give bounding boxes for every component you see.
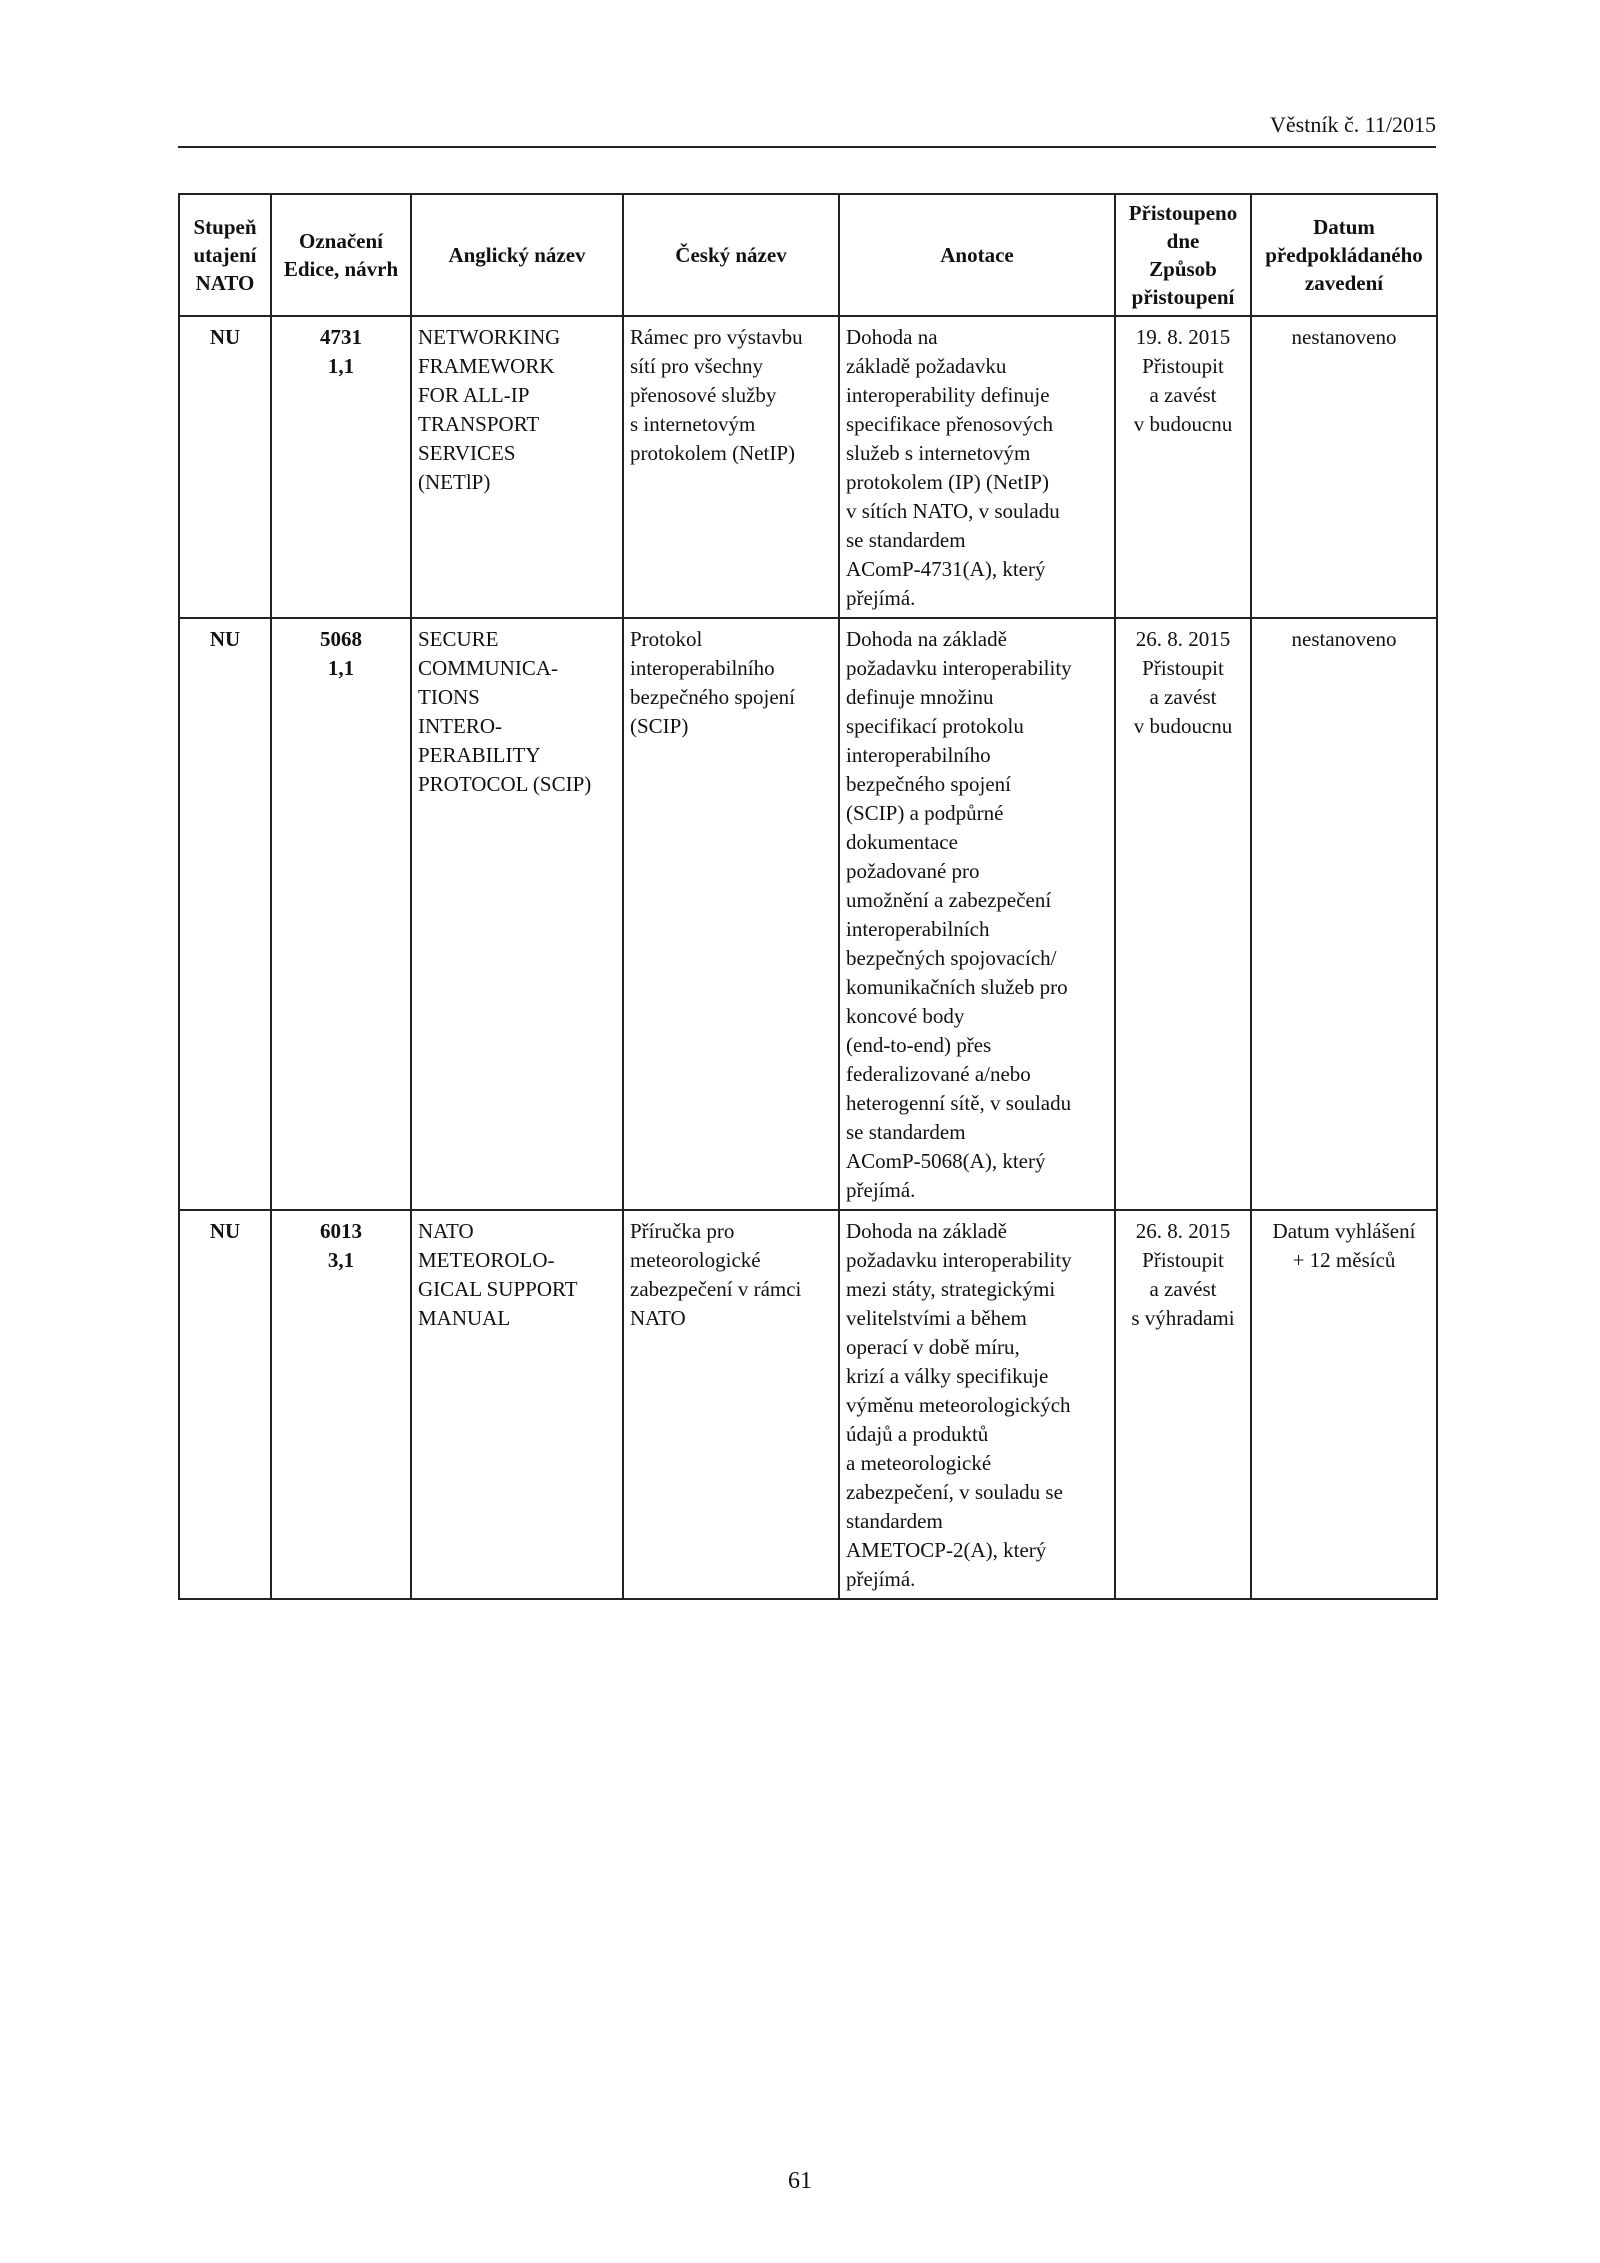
table-header-row bbox=[179, 194, 1437, 316]
cell-accession-line: a zavést bbox=[1149, 685, 1217, 709]
cell-czech-name bbox=[623, 316, 839, 618]
cell-annotation-line: specifikací protokolu bbox=[846, 714, 1024, 738]
cell-annotation-line: federalizované a/nebo bbox=[846, 1062, 1031, 1086]
cell-accession-line: v budoucnu bbox=[1133, 412, 1233, 436]
cell-czech-name-line: sítí pro všechny bbox=[630, 354, 763, 378]
cell-czech-name-line: protokolem (NetIP) bbox=[630, 441, 796, 465]
cell-annotation-line: AMETOCP-2(A), který bbox=[846, 1538, 1047, 1562]
cell-designation-line: 1,1 bbox=[327, 656, 355, 680]
cell-english-name bbox=[411, 316, 623, 618]
cell-english-name-line: COMMUNICA- bbox=[418, 656, 559, 680]
cell-czech-name bbox=[623, 618, 839, 1210]
cell-annotation-line: požadované pro bbox=[846, 859, 980, 883]
cell-implementation-date bbox=[1251, 618, 1437, 1210]
cell-english-name-line: TIONS bbox=[418, 685, 480, 709]
cell-annotation-line: se standardem bbox=[846, 1120, 966, 1144]
cell-annotation-line: interoperability definuje bbox=[846, 383, 1050, 407]
cell-czech-name-line: zabezpečení v rámci bbox=[630, 1277, 802, 1301]
cell-annotation-line: přejímá. bbox=[846, 586, 916, 610]
page-number: 61 bbox=[788, 2168, 812, 2194]
cell-accession-line: Přistoupit bbox=[1142, 1248, 1224, 1272]
cell-designation bbox=[271, 316, 411, 618]
cell-czech-name-line: Protokol bbox=[630, 627, 703, 651]
cell-annotation-line: se standardem bbox=[846, 528, 966, 552]
cell-designation-line: 6013 bbox=[320, 1219, 362, 1243]
cell-accession-line: Přistoupit bbox=[1142, 656, 1224, 680]
cell-czech-name-line: s internetovým bbox=[630, 412, 756, 436]
cell-annotation-line: standardem bbox=[846, 1509, 943, 1533]
cell-designation bbox=[271, 1210, 411, 1599]
cell-annotation-line: v sítích NATO, v souladu bbox=[846, 499, 1060, 523]
cell-accession-line: a zavést bbox=[1149, 1277, 1217, 1301]
cell-accession-line: s výhradami bbox=[1131, 1306, 1235, 1330]
cell-designation-line: 4731 bbox=[320, 325, 362, 349]
cell-classification-line: NU bbox=[209, 627, 241, 651]
cell-english-name-line: (NETlP) bbox=[418, 470, 491, 494]
cell-annotation-line: bezpečného spojení bbox=[846, 772, 1012, 796]
cell-czech-name-line: bezpečného spojení bbox=[630, 685, 796, 709]
cell-annotation-line: Dohoda na základě bbox=[846, 1219, 1007, 1243]
journal-title: Věstník č. 11/2015 bbox=[1270, 112, 1436, 137]
cell-english-name-line: PROTOCOL (SCIP) bbox=[418, 772, 592, 796]
cell-accession bbox=[1115, 1210, 1251, 1599]
cell-annotation-line: služeb s internetovým bbox=[846, 441, 1031, 465]
cell-annotation-line: Dohoda na základě bbox=[846, 627, 1007, 651]
column-header-accession: Přistoupeno dne Způsob přistoupení bbox=[1115, 194, 1251, 316]
cell-annotation-line: komunikačních služeb pro bbox=[846, 975, 1068, 999]
cell-annotation-line: heterogenní sítě, v souladu bbox=[846, 1091, 1072, 1115]
table-row bbox=[179, 618, 1437, 1210]
cell-annotation bbox=[839, 618, 1115, 1210]
cell-accession bbox=[1115, 316, 1251, 618]
cell-annotation-line: základě požadavku bbox=[846, 354, 1007, 378]
table-row bbox=[179, 316, 1437, 618]
cell-annotation-line: údajů a produktů bbox=[846, 1422, 989, 1446]
cell-english-name-line: INTERO- bbox=[418, 714, 502, 738]
table-row bbox=[179, 1210, 1437, 1599]
cell-annotation-line: požadavku interoperability bbox=[846, 656, 1072, 680]
cell-implementation-date-line: nestanoveno bbox=[1291, 325, 1397, 349]
cell-implementation-date-line: Datum vyhlášení bbox=[1272, 1219, 1416, 1243]
cell-annotation-line: dokumentace bbox=[846, 830, 958, 854]
column-header-annotation: Anotace bbox=[839, 194, 1115, 316]
cell-annotation-line: bezpečných spojovacích/ bbox=[846, 946, 1057, 970]
column-header-designation: Označení Edice, návrh bbox=[271, 194, 411, 316]
page-header bbox=[178, 112, 1436, 148]
cell-annotation-line: výměnu meteorologických bbox=[846, 1393, 1071, 1417]
cell-english-name-line: SERVICES bbox=[418, 441, 516, 465]
cell-annotation-line: koncové body bbox=[846, 1004, 965, 1028]
cell-english-name-line: SECURE bbox=[418, 627, 499, 651]
cell-implementation-date-line: + 12 měsíců bbox=[1292, 1248, 1396, 1272]
cell-english-name-line: PERABILITY bbox=[418, 743, 541, 767]
column-header-czech-name: Český název bbox=[623, 194, 839, 316]
cell-implementation-date bbox=[1251, 316, 1437, 618]
cell-accession-line: a zavést bbox=[1149, 383, 1217, 407]
cell-annotation-line: krizí a války specifikuje bbox=[846, 1364, 1049, 1388]
cell-designation-line: 1,1 bbox=[327, 354, 355, 378]
cell-czech-name bbox=[623, 1210, 839, 1599]
cell-annotation-line: (end-to-end) přes bbox=[846, 1033, 992, 1057]
cell-annotation-line: zabezpečení, v souladu se bbox=[846, 1480, 1063, 1504]
standards-table bbox=[178, 193, 1438, 1600]
cell-accession-line: 26. 8. 2015 bbox=[1135, 1219, 1231, 1243]
cell-implementation-date-line: nestanoveno bbox=[1291, 627, 1397, 651]
cell-designation-line: 5068 bbox=[320, 627, 362, 651]
cell-annotation-line: požadavku interoperability bbox=[846, 1248, 1072, 1272]
cell-annotation-line: operací v době míru, bbox=[846, 1335, 1020, 1359]
cell-czech-name-line: Rámec pro výstavbu bbox=[630, 325, 803, 349]
cell-accession-line: Přistoupit bbox=[1142, 354, 1224, 378]
cell-classification bbox=[179, 618, 271, 1210]
cell-classification-line: NU bbox=[209, 1219, 241, 1243]
cell-annotation-line: protokolem (IP) (NetIP) bbox=[846, 470, 1049, 494]
cell-classification-line: NU bbox=[209, 325, 241, 349]
cell-annotation-line: specifikace přenosových bbox=[846, 412, 1053, 436]
cell-english-name-line: GICAL SUPPORT bbox=[418, 1277, 578, 1301]
column-header-english-name: Anglický název bbox=[411, 194, 623, 316]
cell-classification bbox=[179, 316, 271, 618]
cell-english-name-line: FRAMEWORK bbox=[418, 354, 555, 378]
cell-designation bbox=[271, 618, 411, 1210]
cell-annotation-line: velitelstvími a během bbox=[846, 1306, 1027, 1330]
cell-czech-name-line: Příručka pro bbox=[630, 1219, 735, 1243]
cell-english-name-line: NATO bbox=[418, 1219, 474, 1243]
cell-annotation-line: interoperabilních bbox=[846, 917, 990, 941]
cell-annotation-line: přejímá. bbox=[846, 1178, 916, 1202]
cell-english-name-line: TRANSPORT bbox=[418, 412, 540, 436]
cell-czech-name-line: přenosové služby bbox=[630, 383, 777, 407]
cell-english-name bbox=[411, 1210, 623, 1599]
cell-czech-name-line: NATO bbox=[630, 1306, 686, 1330]
cell-annotation-line: AComP-4731(A), který bbox=[846, 557, 1046, 581]
cell-annotation-line: (SCIP) a podpůrné bbox=[846, 801, 1004, 825]
cell-annotation-line: Dohoda na bbox=[846, 325, 938, 349]
cell-annotation-line: umožnění a zabezpečení bbox=[846, 888, 1052, 912]
cell-czech-name-line: meteorologické bbox=[630, 1248, 761, 1272]
cell-english-name bbox=[411, 618, 623, 1210]
cell-classification bbox=[179, 1210, 271, 1599]
cell-accession bbox=[1115, 618, 1251, 1210]
cell-annotation-line: definuje množinu bbox=[846, 685, 994, 709]
cell-accession-line: v budoucnu bbox=[1133, 714, 1233, 738]
cell-annotation bbox=[839, 316, 1115, 618]
cell-designation-line: 3,1 bbox=[327, 1248, 355, 1272]
column-header-classification: Stupeň utajení NATO bbox=[179, 194, 271, 316]
cell-implementation-date bbox=[1251, 1210, 1437, 1599]
cell-annotation-line: interoperabilního bbox=[846, 743, 991, 767]
cell-accession-line: 26. 8. 2015 bbox=[1135, 627, 1231, 651]
cell-english-name-line: NETWORKING bbox=[418, 325, 561, 349]
cell-annotation-line: přejímá. bbox=[846, 1567, 916, 1591]
cell-accession-line: 19. 8. 2015 bbox=[1135, 325, 1231, 349]
cell-english-name-line: METEOROLO- bbox=[418, 1248, 555, 1272]
cell-annotation bbox=[839, 1210, 1115, 1599]
cell-annotation-line: a meteorologické bbox=[846, 1451, 992, 1475]
cell-czech-name-line: interoperabilního bbox=[630, 656, 775, 680]
cell-annotation-line: AComP-5068(A), který bbox=[846, 1149, 1046, 1173]
cell-english-name-line: MANUAL bbox=[418, 1306, 511, 1330]
column-header-implementation-date: Datum předpokládaného zavedení bbox=[1251, 194, 1437, 316]
cell-english-name-line: FOR ALL-IP bbox=[418, 383, 530, 407]
cell-czech-name-line: (SCIP) bbox=[630, 714, 689, 738]
cell-annotation-line: mezi státy, strategickými bbox=[846, 1277, 1056, 1301]
